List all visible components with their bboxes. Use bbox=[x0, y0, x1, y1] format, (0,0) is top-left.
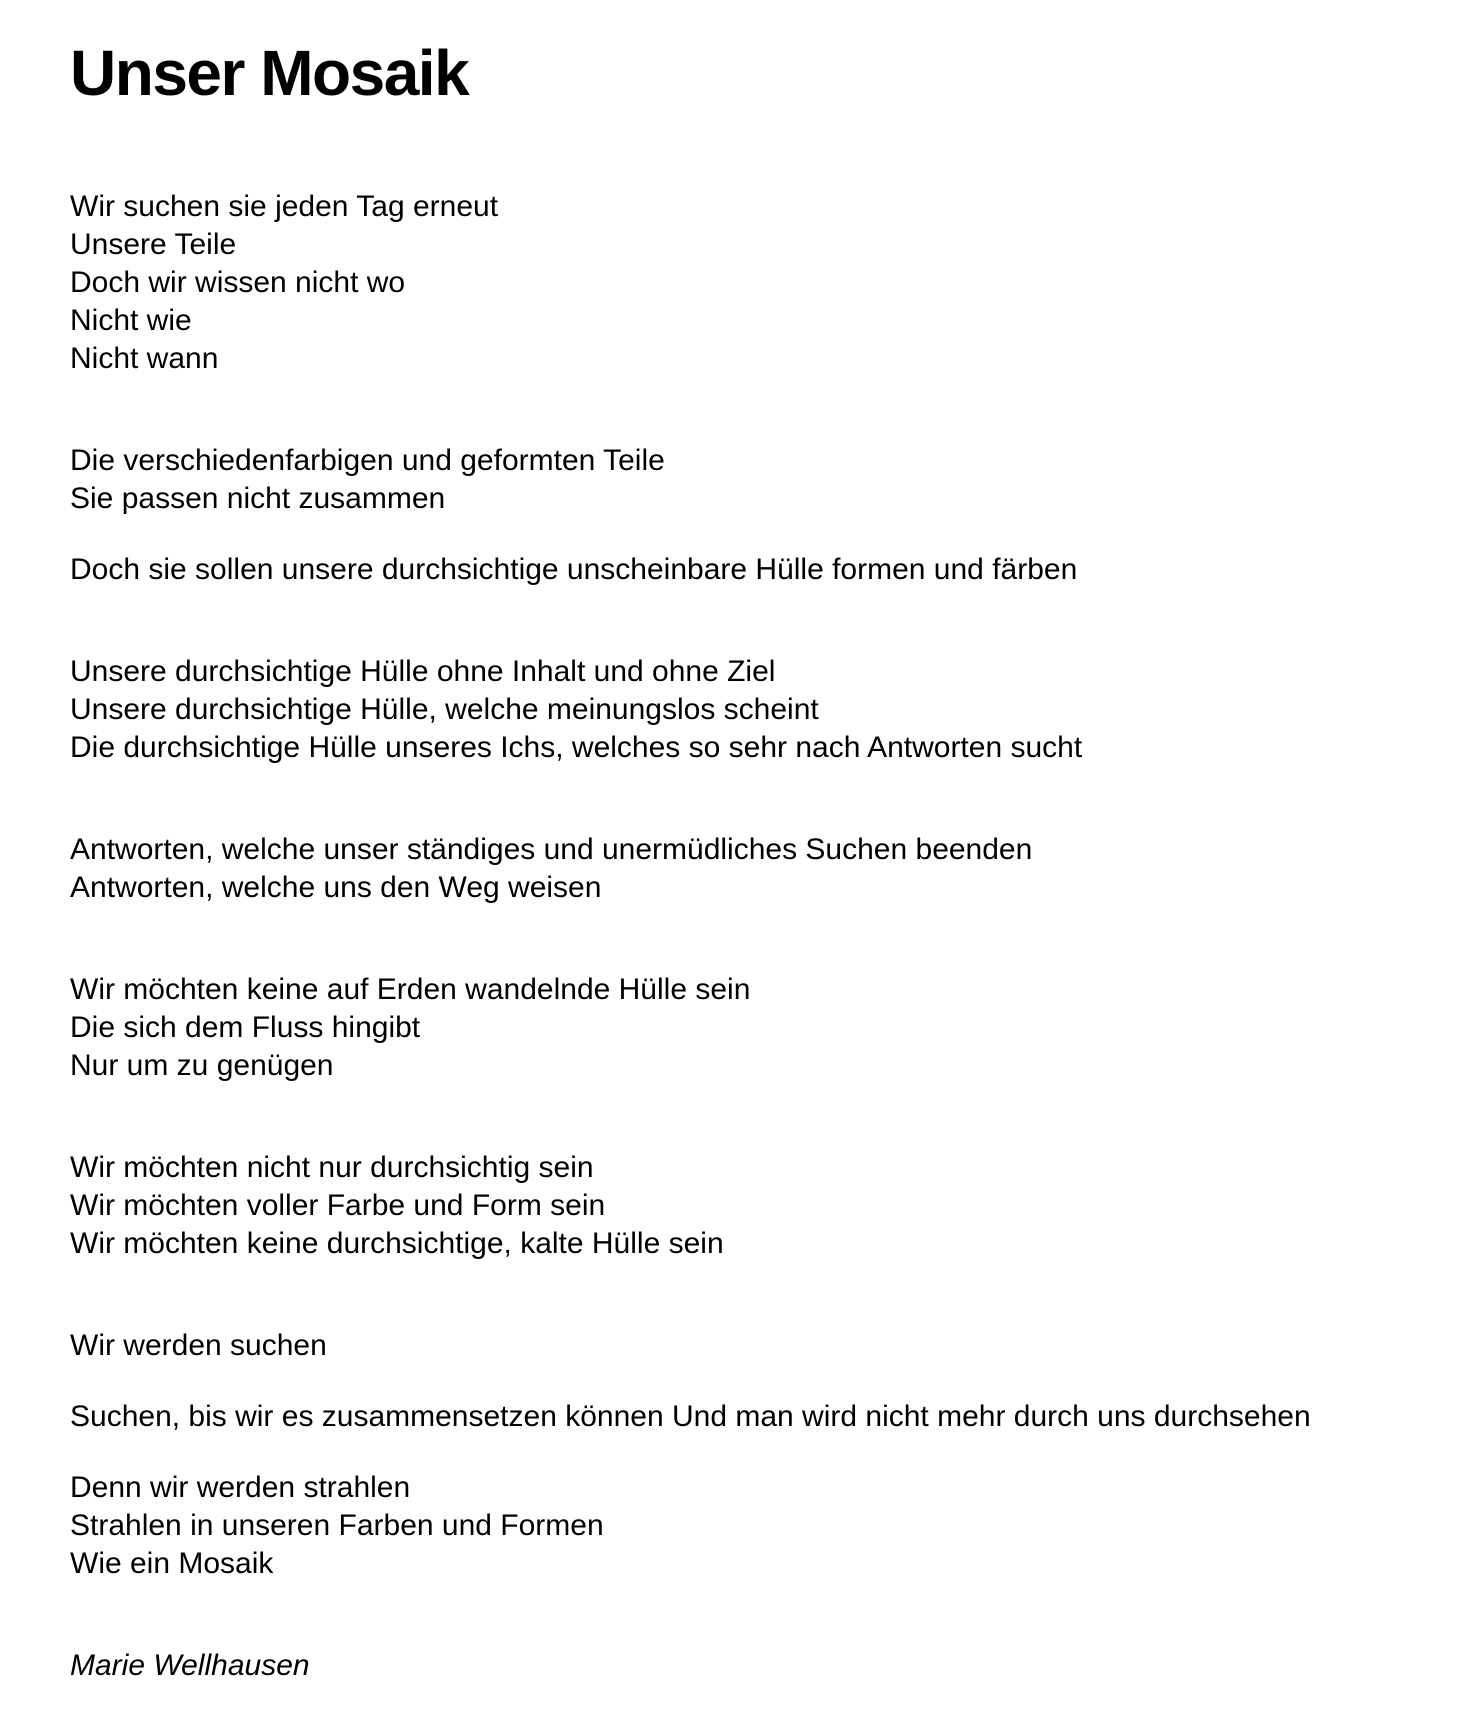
poem-line: Strahlen in unseren Farben und Formen bbox=[70, 1509, 604, 1542]
poem-author: Marie Wellhausen bbox=[70, 1649, 310, 1682]
poem-line: Wir möchten keine durchsichtige, kalte Hülle sein bbox=[70, 1227, 724, 1260]
poem-line: Sie passen nicht zusammen bbox=[70, 482, 446, 515]
poem-line: Doch sie sollen unsere durchsichtige unscheinbare Hülle formen und färben bbox=[70, 553, 1078, 586]
poem-line: Nicht wann bbox=[70, 342, 219, 375]
poem-line: Wir möchten keine auf Erden wandelnde Hülle sein bbox=[70, 973, 751, 1006]
poem-title: Unser Mosaik bbox=[70, 37, 469, 109]
stanza-4 bbox=[70, 653, 1430, 767]
stanza-3 bbox=[70, 551, 1430, 589]
poem-line: Antworten, welche unser ständiges und unermüdliches Suchen beenden bbox=[70, 833, 1033, 866]
poem-line: Wir möchten voller Farbe und Form sein bbox=[70, 1189, 606, 1222]
poem-line: Doch wir wissen nicht wo bbox=[70, 266, 406, 299]
poem-line: Unsere durchsichtige Hülle ohne Inhalt und ohne Ziel bbox=[70, 655, 776, 688]
stanza-1 bbox=[70, 188, 1430, 378]
stanza-6 bbox=[70, 971, 1430, 1085]
poem-line: Wir werden suchen bbox=[70, 1329, 327, 1362]
poem-line: Wir suchen sie jeden Tag erneut bbox=[70, 190, 499, 223]
poem-line: Wir möchten nicht nur durchsichtig sein bbox=[70, 1151, 594, 1184]
stanza-7 bbox=[70, 1149, 1430, 1263]
poem-line: Nur um zu genügen bbox=[70, 1049, 334, 1082]
poem-body bbox=[70, 188, 1430, 1583]
poem-line: Unsere durchsichtige Hülle, welche meinungslos scheint bbox=[70, 693, 819, 726]
stanza-9 bbox=[70, 1398, 1430, 1436]
poem-line: Antworten, welche uns den Weg weisen bbox=[70, 871, 602, 904]
stanza-2 bbox=[70, 442, 1430, 518]
stanza-10 bbox=[70, 1469, 1430, 1583]
stanza-8 bbox=[70, 1327, 1430, 1365]
poem-line: Denn wir werden strahlen bbox=[70, 1471, 411, 1504]
poem-line: Die verschiedenfarbigen und geformten Teile bbox=[70, 444, 665, 477]
poem-line: Wie ein Mosaik bbox=[70, 1547, 274, 1580]
poem-line: Unsere Teile bbox=[70, 228, 237, 261]
poem-line: Nicht wie bbox=[70, 304, 192, 337]
poem-line: Suchen, bis wir es zusammensetzen können Und man wird nicht mehr durch uns durchsehen bbox=[70, 1400, 1311, 1433]
poem-line: Die sich dem Fluss hingibt bbox=[70, 1011, 421, 1044]
poem-line: Die durchsichtige Hülle unseres Ichs, welches so sehr nach Antworten sucht bbox=[70, 731, 1083, 764]
stanza-5 bbox=[70, 831, 1430, 907]
